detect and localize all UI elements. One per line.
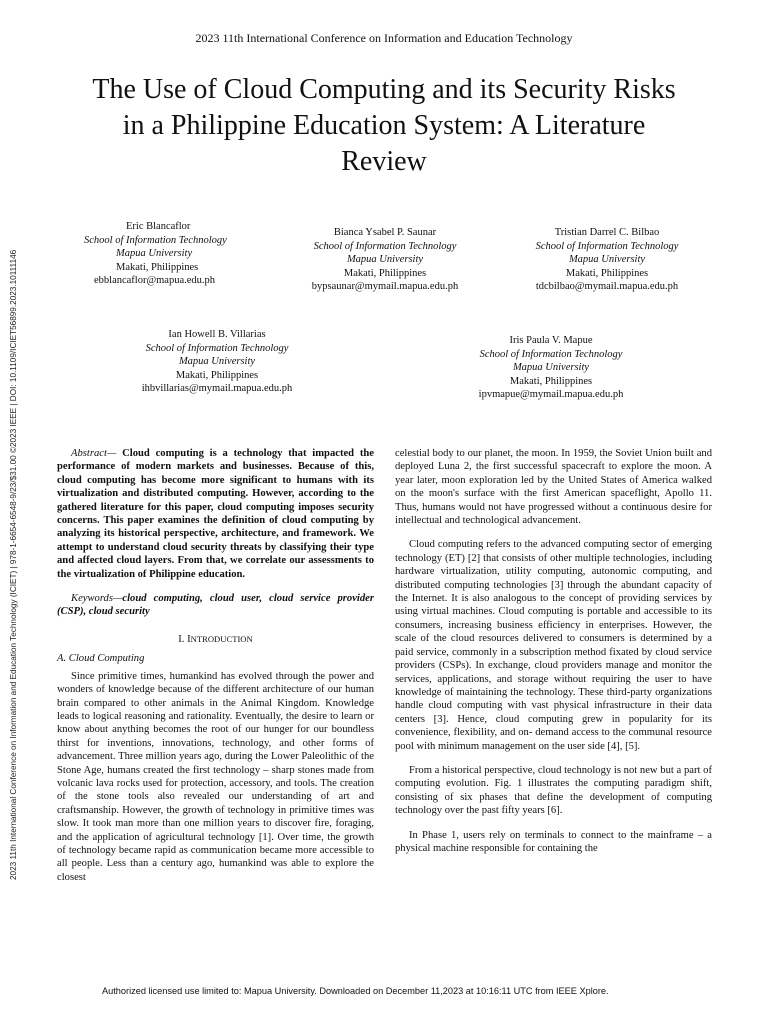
author-location: Makati, Philippines	[565, 267, 649, 279]
abstract-label: Abstract—	[71, 448, 117, 459]
side-doi-note: 2023 11th International Conference on Information and Education Technology (ICIET) | 978-1-6654-6548-9/23/$31.00 ©2023 IEEE | DOI: 10.1109/ICIET56899.2023.10111146	[9, 249, 18, 880]
author-location: Makati, Philippines	[509, 375, 593, 387]
author-email: ebblancaflor@mapua.edu.ph	[94, 275, 216, 286]
author-location: Makati, Philippines	[116, 261, 199, 273]
author-name: Tristian Darrel C. Bilbao	[554, 227, 660, 238]
section-heading-introduction: I. INTRODUCTION	[178, 633, 253, 645]
author-block-1	[84, 220, 234, 288]
body-paragraph: Cloud computing refers to the advanced computing sector of emerging technology (ET) [2] that consists of other multiple technologies, including hardware virtualization, utility computing, autonomic computing, and distributed computing technologies [3] through the abundant capacity of the Internet. It is also analogous to the concept of providing services by using virtual machines. Cloud computing is portable and accessible to its consumers, increasing business efficiency in enterprises. However, the scale of the cloud resources delivered to consumers is determined by a paid service, commonly in a subscription method fixated by cloud service providers (CSPs). In exchange, cloud providers manage and monitor the services, applications, and storage without requiring the user to have knowledge of maintaining the technology. These third-party organizations handle cloud computing with vast physical infrastructure in their data centers [3]. Hence, cloud computing grew in popularity for its convenience, flexibility, and on- demand access to the communal resource pool with minimum management on the user side [4], [5].	[395, 539, 712, 752]
author-affiliation: School of Information Technology	[535, 240, 679, 252]
author-affiliation: School of Information Technology	[313, 240, 457, 252]
body-paragraph: Since primitive times, humankind has evolved through the power and wonders of knowledge because of the different architecture of our human brain compared to other animals in the Animal Kingdom. Knowledge leads to logical reasoning and rationality. Eventually, the desire to learn or know about anything becomes the root of our hunger for our boundless thirst for inventions, innovations, technology, and other forms of advancement. Three million years ago, during the Lower Paleolithic of the Stone Age, humans created the first technology – sharp stones made from volcanic lava rocks used for protection, accessory, and tools. The creation of the stone tools also revealed our understanding of art and craftsmanship. However, the growth of technology in primitive times was slow. It took man more than one million years to discover fire, foraging, and the application of agricultural technology [1]. Over time, the growth of technology became rapid as communication became more accessible to all people. Less than a century ago, humankind was able to explore the closest	[57, 670, 374, 883]
keywords-label: Keywords—	[71, 593, 123, 605]
author-block-5	[458, 334, 644, 402]
author-affiliation: School of Information Technology	[479, 348, 623, 360]
author-name: Eric Blancaflor	[126, 221, 191, 232]
left-column	[57, 447, 374, 884]
author-institution: Mapua University	[568, 254, 646, 265]
license-footer: Authorized licensed use limited to: Mapua University. Downloaded on December 11,2023 at 10:16:11 UTC from IEEE Xplore.	[102, 986, 609, 996]
author-location: Makati, Philippines	[175, 369, 259, 381]
abstract	[57, 447, 374, 581]
body-paragraph: celestial body to our planet, the moon. In 1959, the Soviet Union built and deployed Luna 2, the first successful spacecraft to explore the moon. A year later, moon exploration led by the United States of America walked on the moon's surface with the first American spaceflight, Apollo 11. Thus, humans would not have progressed without a continuous desire for intellectual and technological advancement.	[395, 448, 712, 527]
author-email: bypsaunar@mymail.mapua.edu.ph	[311, 281, 459, 292]
author-institution: Mapua University	[512, 362, 590, 373]
author-affiliation: School of Information Technology Mapua University	[84, 234, 227, 259]
author-location: Makati, Philippines	[343, 267, 427, 279]
body-paragraph: In Phase 1, users rely on terminals to connect to the mainframe – a physical machine responsible for containing the	[395, 829, 712, 854]
author-affiliation: School of Information Technology	[145, 342, 289, 354]
author-name: Iris Paula V. Mapue	[509, 335, 593, 346]
author-block-2	[292, 226, 478, 294]
author-email: tdcbilbao@mymail.mapua.edu.ph	[535, 281, 679, 292]
author-block-3	[514, 226, 700, 294]
author-email: ihbvillarias@mymail.mapua.edu.ph	[141, 383, 293, 394]
author-email: ipvmapue@mymail.mapua.edu.ph	[478, 389, 624, 400]
paper-title: The Use of Cloud Computing and its Security Risks in a Philippine Education System: A Literature Review	[92, 74, 676, 177]
abstract-text: Cloud computing is a technology that impacted the performance of modern markets and businesses. Because of this, cloud computing has become more significant to humans with its virtualization and distributed computing. However, according to the gathered literature for this paper, cloud computing imposes security concerns. This paper examines the definition of cloud computing by analyzing its historical perspective, architecture, and framework. We attempt to understand cloud security threats by classifying their type and affected cloud layers. From that, we correlate our assessments to the virtualization of Philippine education.	[57, 448, 374, 580]
conference-header: 2023 11th International Conference on Information and Education Technology	[195, 31, 573, 45]
author-block-4	[124, 328, 310, 396]
keywords	[57, 592, 374, 619]
body-paragraph: From a historical perspective, cloud technology is not new but a part of computing evolution. Fig. 1 illustrates the computing paradigm shift, consisting of six phases that define the development of computing technology over the past fifty years [6].	[395, 764, 712, 817]
subsection-heading-cloud-computing: A. Cloud Computing	[57, 653, 145, 665]
author-name: Ian Howell B. Villarias	[168, 329, 266, 340]
right-column	[395, 447, 712, 855]
author-institution: Mapua University	[178, 356, 256, 367]
keywords-text: cloud computing, cloud user, cloud service provider (CSP), cloud security	[57, 593, 374, 618]
author-name: Bianca Ysabel P. Saunar	[333, 227, 437, 238]
author-institution: Mapua University	[346, 254, 424, 265]
